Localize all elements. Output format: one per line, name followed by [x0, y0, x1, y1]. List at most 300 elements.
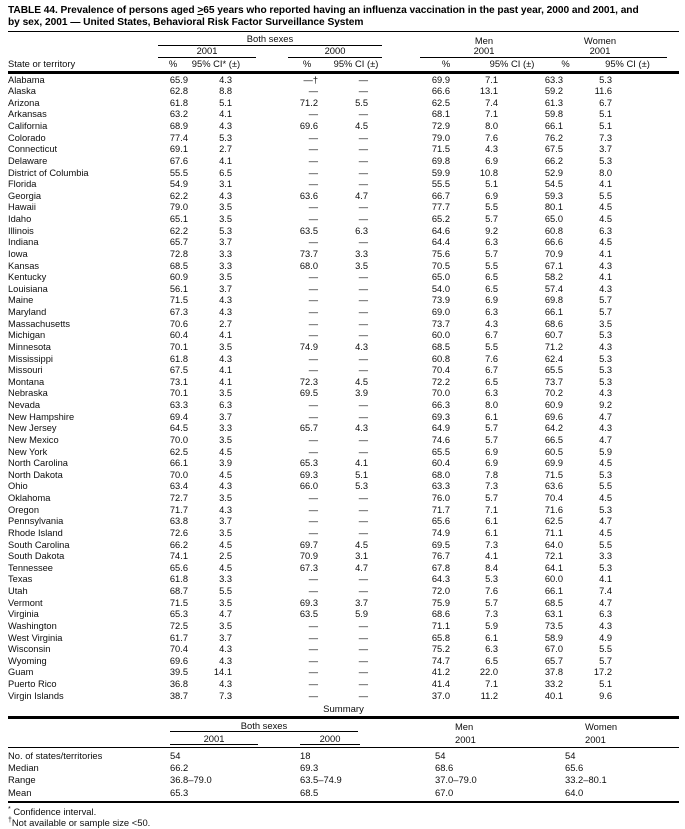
summary-row: [8, 774, 679, 786]
ci-women-2001: 5.3: [599, 504, 612, 515]
ci-men-2001: 6.1: [485, 516, 498, 527]
ci-both-2000: —: [358, 272, 368, 283]
pct-both-2001: 68.9: [169, 121, 188, 132]
ci-both-2001: 3.3: [219, 248, 232, 259]
pct-women-2001: 61.3: [544, 97, 563, 108]
pct-women-2001: 69.9: [544, 458, 563, 469]
state-name: Iowa: [8, 248, 28, 259]
ci-women-2001: 4.3: [599, 260, 612, 271]
pct-men-2001: 74.7: [431, 655, 450, 666]
state-name: California: [8, 121, 48, 132]
state-name: Pennsylvania: [8, 516, 64, 527]
table-row: [8, 354, 679, 366]
state-name: Oklahoma: [8, 493, 51, 504]
pct-both-2000: —: [308, 504, 318, 515]
pct-both-2000: 65.7: [299, 423, 318, 434]
ci-both-2000: —: [358, 167, 368, 178]
ci-both-2001: 14.1: [213, 667, 232, 678]
pct-men-2001: 77.7: [431, 202, 450, 213]
pct-both-2001: 71.5: [169, 295, 188, 306]
table-row: [8, 598, 679, 610]
pct-both-2000: —: [308, 202, 318, 213]
title-text-pre: TABLE 44. Prevalence of persons aged: [8, 5, 198, 16]
state-name: Connecticut: [8, 144, 58, 155]
table-row: [8, 691, 679, 703]
group-women: Women: [583, 34, 617, 46]
pct-women-2001: 58.9: [544, 632, 563, 643]
pct-men-2001: 72.9: [431, 121, 450, 132]
ci-both-2001: 3.3: [219, 574, 232, 585]
pct-both-2001: 71.5: [169, 597, 188, 608]
table-row: [8, 249, 679, 261]
ci-men-2001: 7.3: [485, 481, 498, 492]
ci-both-2001: 4.3: [219, 307, 232, 318]
ci-men-2001: 4.3: [485, 318, 498, 329]
ci-men-2001: 5.1: [485, 179, 498, 190]
pct-both-2000: 73.7: [299, 248, 318, 259]
summary-both-2000: 18: [300, 749, 311, 761]
summary-year-both-2000: 2000: [300, 733, 435, 746]
pct-women-2001: 64.1: [544, 562, 563, 573]
pct-both-2001: 61.8: [169, 574, 188, 585]
table-row: [8, 447, 679, 459]
pct-both-2001: 55.5: [169, 167, 188, 178]
table-row: [8, 272, 679, 284]
summary-row: [8, 750, 679, 762]
ci-men-2001: 6.3: [485, 237, 498, 248]
pct-both-2000: —: [308, 690, 318, 701]
pct-men-2001: 64.4: [431, 237, 450, 248]
pct-men-2001: 70.4: [431, 365, 450, 376]
pct-both-2000: —: [308, 86, 318, 97]
table-row: [8, 516, 679, 528]
pct-both-2001: 66.1: [169, 458, 188, 469]
ci-women-2001: 4.1: [599, 272, 612, 283]
ci-both-2001: 4.5: [219, 539, 232, 550]
ci-men-2001: 7.6: [485, 132, 498, 143]
pct-men-2001: 75.6: [431, 248, 450, 259]
pct-women-2001: 66.5: [544, 434, 563, 445]
pct-both-2001: 60.4: [169, 330, 188, 341]
ci-both-2001: 3.3: [219, 423, 232, 434]
pct-men-2001: 55.5: [431, 179, 450, 190]
pct-women-2001: 59.2: [544, 86, 563, 97]
table-row: [8, 586, 679, 598]
pct-men-2001: 37.0: [431, 690, 450, 701]
pct-women-2001: 65.0: [544, 214, 563, 225]
pct-men-2001: 64.9: [431, 423, 450, 434]
pct-men-2001: 65.2: [431, 214, 450, 225]
ci-women-2001: 4.3: [599, 283, 612, 294]
pct-men-2001: 71.1: [431, 620, 450, 631]
ci-men-2001: 6.1: [485, 527, 498, 538]
pct-both-2001: 62.2: [169, 190, 188, 201]
state-name: West Virginia: [8, 632, 63, 643]
pct-men-2001: 69.5: [431, 539, 450, 550]
table-row: [8, 226, 679, 238]
ci-both-2001: 3.7: [219, 632, 232, 643]
state-name: Oregon: [8, 504, 40, 515]
ci-men-2001: 7.3: [485, 539, 498, 550]
pct-both-2001: 67.6: [169, 155, 188, 166]
header-bottom-rule: [8, 71, 679, 73]
pct-men-2001: 74.6: [431, 434, 450, 445]
geq-symbol: >: [197, 5, 204, 16]
pct-men-2001: 65.8: [431, 632, 450, 643]
summary-men-2001: 54: [435, 749, 446, 761]
ci-both-2001: 3.5: [219, 202, 232, 213]
ci-both-2000: 4.3: [355, 423, 368, 434]
ci-both-2001: 4.1: [219, 109, 232, 120]
pct-both-2001: 56.1: [169, 283, 188, 294]
ci-women-2001: 6.3: [599, 609, 612, 620]
state-name: Florida: [8, 179, 37, 190]
ci-women-2001: 4.5: [599, 458, 612, 469]
pct-both-2000: —: [308, 586, 318, 597]
ci-men-2001: 7.1: [485, 74, 498, 85]
ci-both-2000: 4.5: [355, 376, 368, 387]
ci-men-2001: 6.9: [485, 446, 498, 457]
pct-both-2001: 70.1: [169, 388, 188, 399]
ci-both-2001: 4.5: [219, 562, 232, 573]
pct-men-2001: 60.0: [431, 330, 450, 341]
pct-both-2000: 69.3: [299, 469, 318, 480]
pct-both-2000: —: [308, 318, 318, 329]
summary-row: [8, 762, 679, 774]
pct-both-2001: 74.1: [169, 551, 188, 562]
pct-men-2001: 68.5: [431, 341, 450, 352]
pct-men-2001: 66.7: [431, 190, 450, 201]
summary-women-2001: 54: [565, 749, 576, 761]
ci-women-2001: 6.7: [599, 97, 612, 108]
pct-men-2001: 73.9: [431, 295, 450, 306]
ci-women-2001: 4.5: [599, 202, 612, 213]
summary-stat-label: Mean: [8, 786, 32, 798]
ci-both-2001: 3.5: [219, 527, 232, 538]
state-name: Nevada: [8, 400, 41, 411]
summary-heading: Summary: [323, 704, 364, 716]
ci-men-2001: 8.0: [485, 400, 498, 411]
pct-men-2001: 63.3: [431, 481, 450, 492]
summary-men-2001: 67.0: [435, 786, 454, 798]
pct-women-2001: 76.2: [544, 132, 563, 143]
pct-both-2000: —: [308, 400, 318, 411]
state-name: Hawaii: [8, 202, 36, 213]
state-name: Washington: [8, 620, 57, 631]
table-row: [8, 168, 679, 180]
pct-men-2001: 65.6: [431, 516, 450, 527]
table-row: [8, 551, 679, 563]
table-row: [8, 481, 679, 493]
state-name: Delaware: [8, 155, 48, 166]
pct-both-2001: 63.4: [169, 481, 188, 492]
pct-both-2001: 65.1: [169, 214, 188, 225]
ci-both-2000: —: [358, 679, 368, 690]
ci-women-2001: 5.5: [599, 644, 612, 655]
table-row: [8, 528, 679, 540]
state-name: Mississippi: [8, 353, 53, 364]
ci-both-2000: 3.9: [355, 388, 368, 399]
table-row: [8, 98, 679, 110]
ci-women-2001: 6.3: [599, 225, 612, 236]
ci-men-2001: 6.1: [485, 411, 498, 422]
state-name: North Carolina: [8, 458, 68, 469]
pct-both-2000: 71.2: [299, 97, 318, 108]
table-row: [8, 307, 679, 319]
pct-both-2001: 64.5: [169, 423, 188, 434]
ci-both-2001: 4.5: [219, 446, 232, 457]
ci-men-2001: 6.9: [485, 155, 498, 166]
pct-women-2001: 60.8: [544, 225, 563, 236]
ci-both-2000: —: [358, 295, 368, 306]
state-name: Vermont: [8, 597, 43, 608]
pct-both-2000: 74.9: [299, 341, 318, 352]
ci-both-2000: 5.3: [355, 481, 368, 492]
pct-women-2001: 59.8: [544, 109, 563, 120]
ci-both-2000: —: [358, 86, 368, 97]
pct-both-2001: 72.8: [169, 248, 188, 259]
ci-women-2001: 4.1: [599, 574, 612, 585]
state-name: Nebraska: [8, 388, 48, 399]
ci-both-2000: 5.5: [355, 97, 368, 108]
state-name: New Jersey: [8, 423, 57, 434]
state-name: North Dakota: [8, 469, 63, 480]
table-row: [8, 656, 679, 668]
pct-both-2001: 62.5: [169, 446, 188, 457]
pct-men-2001: 71.5: [431, 144, 450, 155]
summary-stat-label: Range: [8, 774, 36, 786]
pct-women-2001: 54.5: [544, 179, 563, 190]
footnote-not-available: †Not available or sample size <50.: [8, 817, 151, 829]
pct-both-2001: 54.9: [169, 179, 188, 190]
ci-men-2001: 6.9: [485, 190, 498, 201]
table-row: [8, 179, 679, 191]
pct-both-2001: 68.7: [169, 586, 188, 597]
state-name: Kansas: [8, 260, 40, 271]
ci-both-2000: —: [358, 504, 368, 515]
pct-both-2001: 38.7: [169, 690, 188, 701]
pct-women-2001: 60.7: [544, 330, 563, 341]
state-name: Michigan: [8, 330, 46, 341]
ci-both-2000: —: [358, 179, 368, 190]
table-row: [8, 75, 679, 87]
ci-both-2001: 4.3: [219, 190, 232, 201]
ci-both-2000: 6.3: [355, 225, 368, 236]
pct-both-2000: —: [308, 493, 318, 504]
pct-women-2001: 66.1: [544, 121, 563, 132]
ci-both-2000: —: [358, 527, 368, 538]
pct-women-2001: 63.1: [544, 609, 563, 620]
ci-women-2001: 5.3: [599, 155, 612, 166]
summary-bottom-rule: [8, 801, 679, 803]
ci-both-2001: 6.5: [219, 167, 232, 178]
ci-men-2001: 7.1: [485, 504, 498, 515]
pct-both-2000: —: [308, 167, 318, 178]
ci-women-2001: 5.5: [599, 190, 612, 201]
table-row: [8, 540, 679, 552]
table-row: [8, 365, 679, 377]
ci-men-2001: 4.3: [485, 144, 498, 155]
pct-men-2001: 75.9: [431, 597, 450, 608]
column-header-state: State or territory: [8, 58, 76, 70]
ci-both-2000: 4.1: [355, 458, 368, 469]
pct-both-2000: —: [308, 365, 318, 376]
pct-women-2001: 60.5: [544, 446, 563, 457]
ci-women-2001: 5.9: [599, 446, 612, 457]
pct-women-2001: 71.6: [544, 504, 563, 515]
ci-women-2001: 4.1: [599, 248, 612, 259]
ci-men-2001: 7.8: [485, 469, 498, 480]
year-women-2001: 2001: [533, 45, 667, 58]
pct-men-2001: 64.3: [431, 574, 450, 585]
pct-both-2001: 67.3: [169, 307, 188, 318]
pct-men-2001: 76.0: [431, 493, 450, 504]
pct-both-2000: —: [308, 283, 318, 294]
ci-women-2001: 3.3: [599, 551, 612, 562]
pct-both-2001: 77.4: [169, 132, 188, 143]
pct-both-2000: —: [308, 411, 318, 422]
pct-both-2001: 60.9: [169, 272, 188, 283]
ci-both-2000: —: [358, 493, 368, 504]
ci-both-2000: 4.3: [355, 341, 368, 352]
summary-year-men-2001: 2001: [455, 734, 476, 746]
summary-header-rule: [8, 747, 679, 748]
ci-men-2001: 22.0: [479, 667, 498, 678]
ci-both-2000: 4.5: [355, 121, 368, 132]
ci-men-2001: 10.8: [479, 167, 498, 178]
pct-both-2001: 67.5: [169, 365, 188, 376]
ci-both-2000: 3.5: [355, 260, 368, 271]
ci-men-2001: 6.3: [485, 644, 498, 655]
ci-both-2001: 3.9: [219, 458, 232, 469]
ci-both-2001: 3.5: [219, 620, 232, 631]
pct-men-2001: 67.8: [431, 562, 450, 573]
ci-both-2000: 4.5: [355, 539, 368, 550]
ci-both-2001: 3.7: [219, 237, 232, 248]
ci-men-2001: 5.9: [485, 620, 498, 631]
ci-men-2001: 7.1: [485, 679, 498, 690]
ci-both-2000: —: [358, 516, 368, 527]
state-name: Puerto Rico: [8, 679, 57, 690]
ci-both-2001: 2.7: [219, 144, 232, 155]
table-row: [8, 505, 679, 517]
table-row: [8, 121, 679, 133]
group-both-sexes: Both sexes: [158, 33, 382, 46]
table-row: [8, 377, 679, 389]
pct-both-2000: —: [308, 272, 318, 283]
ci-women-2001: 3.5: [599, 318, 612, 329]
ci-men-2001: 6.3: [485, 307, 498, 318]
pct-both-2000: —: [308, 446, 318, 457]
pct-both-2001: 65.7: [169, 237, 188, 248]
ci-men-2001: 6.5: [485, 283, 498, 294]
pct-women-2001: 62.5: [544, 516, 563, 527]
ci-both-2000: 4.7: [355, 562, 368, 573]
ci-women-2001: 5.3: [599, 365, 612, 376]
table-row: [8, 202, 679, 214]
ci-both-2001: 3.1: [219, 179, 232, 190]
ci-women-2001: 5.3: [599, 74, 612, 85]
state-name: Arkansas: [8, 109, 47, 120]
table-row: [8, 633, 679, 645]
ci-both-2001: 4.3: [219, 74, 232, 85]
pct-both-2000: —: [308, 434, 318, 445]
ci-women-2001: 4.7: [599, 434, 612, 445]
pct-both-2000: —: [308, 620, 318, 631]
ci-women-2001: 4.3: [599, 620, 612, 631]
pct-both-2000: 69.3: [299, 597, 318, 608]
pct-men-2001: 65.0: [431, 272, 450, 283]
ci-women-2001: 9.2: [599, 400, 612, 411]
pct-both-2001: 39.5: [169, 667, 188, 678]
state-name: Utah: [8, 586, 28, 597]
state-name: Guam: [8, 667, 34, 678]
ci-both-2001: 4.1: [219, 330, 232, 341]
pct-both-2000: —: [308, 179, 318, 190]
ci-women-2001: 5.1: [599, 679, 612, 690]
title-text-line2: by sex, 2001 — United States, Behavioral Risk Factor Surveillance System: [8, 17, 364, 28]
ci-men-2001: 4.1: [485, 551, 498, 562]
pct-both-2001: 72.7: [169, 493, 188, 504]
pct-women-2001: 62.4: [544, 353, 563, 364]
pct-both-2001: 79.0: [169, 202, 188, 213]
ci-both-2001: 3.5: [219, 214, 232, 225]
pct-men-2001: 66.6: [431, 86, 450, 97]
pct-both-2000: 69.7: [299, 539, 318, 550]
summary-men-2001: 37.0–79.0: [435, 774, 477, 786]
ci-both-2000: 3.1: [355, 551, 368, 562]
ci-women-2001: 4.5: [599, 493, 612, 504]
ci-both-2000: —: [358, 202, 368, 213]
table-row: [8, 342, 679, 354]
ci-both-2001: 4.3: [219, 504, 232, 515]
ci-women-2001: 4.7: [599, 411, 612, 422]
pct-both-2001: 65.9: [169, 74, 188, 85]
pct-both-2000: 66.0: [299, 481, 318, 492]
state-name: Kentucky: [8, 272, 47, 283]
pct-women-2001: 67.5: [544, 144, 563, 155]
header-year-row: [8, 45, 679, 56]
table-row: [8, 86, 679, 98]
table-row: [8, 423, 679, 435]
ci-men-2001: 6.9: [485, 295, 498, 306]
column-header-ci-both-2000: 95% CI (±): [333, 58, 379, 70]
ci-women-2001: 4.9: [599, 632, 612, 643]
pct-both-2000: 63.5: [299, 609, 318, 620]
table-row: [8, 156, 679, 168]
pct-both-2001: 70.0: [169, 469, 188, 480]
table-row: [8, 458, 679, 470]
ci-women-2001: 4.5: [599, 237, 612, 248]
pct-women-2001: 70.4: [544, 493, 563, 504]
state-name: Rhode Island: [8, 527, 63, 538]
ci-both-2001: 4.7: [219, 609, 232, 620]
summary-year-women-2001: 2001: [585, 734, 606, 746]
table-row: [8, 295, 679, 307]
pct-women-2001: 67.0: [544, 644, 563, 655]
state-name: New York: [8, 446, 48, 457]
ci-both-2000: —: [358, 283, 368, 294]
ci-men-2001: 7.6: [485, 586, 498, 597]
ci-men-2001: 13.1: [479, 86, 498, 97]
ci-women-2001: 9.6: [599, 690, 612, 701]
pct-women-2001: 71.2: [544, 341, 563, 352]
ci-both-2001: 4.3: [219, 644, 232, 655]
pct-both-2000: —: [308, 109, 318, 120]
ci-women-2001: 7.3: [599, 132, 612, 143]
state-name: New Hampshire: [8, 411, 75, 422]
table-row: [8, 237, 679, 249]
